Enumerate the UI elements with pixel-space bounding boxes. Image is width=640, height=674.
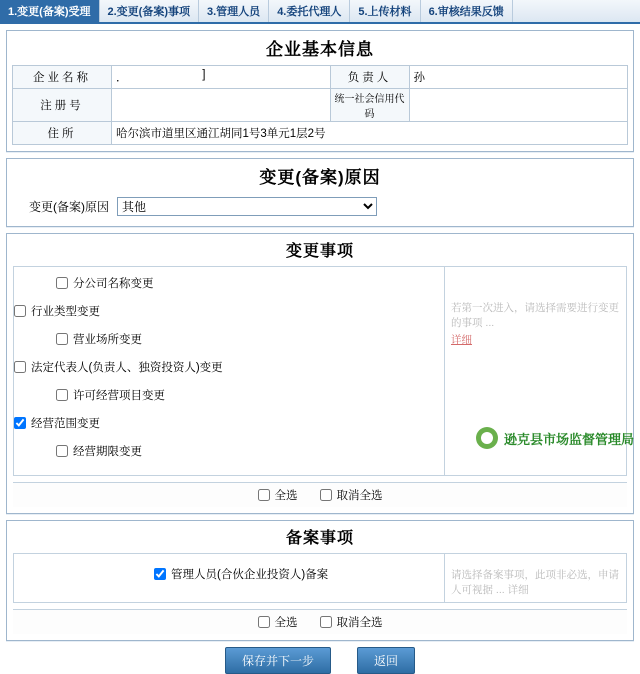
legal-person-value[interactable]: 孙 <box>409 66 628 89</box>
checkbox-label: 经营期限变更 <box>73 446 142 458</box>
checkbox-input[interactable] <box>56 277 68 289</box>
record-items-hint <box>444 554 626 602</box>
checkbox-select-all-change[interactable] <box>258 487 298 503</box>
reason-select[interactable] <box>117 197 377 216</box>
change-items-grid <box>14 275 444 471</box>
record-items-select-all-row <box>13 609 627 634</box>
tab-bar <box>0 0 640 24</box>
reason-label: 变更(备案)原因 <box>29 200 109 214</box>
checkbox-label: 营业场所变更 <box>73 334 142 346</box>
reg-number-label: 注册号 <box>13 89 112 122</box>
checkbox-input[interactable] <box>154 568 166 580</box>
save-next-button[interactable]: 保存并下一步 <box>225 647 331 674</box>
checkbox-label: 取消全选 <box>336 490 383 502</box>
legal-person-label: 负责人 <box>330 66 409 89</box>
watermark-text: 逊克县市场监督管理局 <box>503 431 634 447</box>
reason-title: 变更(备案)原因 <box>7 159 633 193</box>
table-row <box>13 122 628 145</box>
credit-code-label: 统一社会信用代码 <box>330 89 409 122</box>
change-items-list <box>14 267 444 475</box>
checkbox-label: 经营范围变更 <box>31 418 100 430</box>
checkbox-label: 分公司名称变更 <box>73 278 154 290</box>
basic-info-table <box>12 65 628 145</box>
change-items-select-all-row <box>13 482 627 507</box>
record-items-body <box>13 553 627 603</box>
checkbox-business-term-change[interactable] <box>14 443 236 459</box>
hint-text: 若第一次进入，请选择需要进行变更的事项 ... <box>451 302 619 330</box>
record-items-list <box>14 554 444 602</box>
checkbox-label: 取消全选 <box>336 617 383 630</box>
checkbox-input[interactable] <box>56 333 68 345</box>
reg-number-value[interactable] <box>112 89 331 122</box>
checkbox-select-all-record[interactable] <box>258 614 298 630</box>
address-label: 住所 <box>13 122 112 145</box>
footer-buttons <box>0 641 640 674</box>
checkbox-input[interactable] <box>258 616 270 628</box>
checkbox-legal-person-change[interactable] <box>14 359 264 375</box>
checkbox-licensed-project-change[interactable] <box>14 387 236 403</box>
checkbox-label: 全选 <box>274 490 298 502</box>
checkbox-industry-type-change[interactable] <box>14 303 264 319</box>
tab-managers[interactable]: 3.管理人员 <box>199 0 269 22</box>
checkbox-input[interactable] <box>258 489 270 501</box>
basic-info-title: 企业基本信息 <box>7 31 633 65</box>
hint-detail-link[interactable]: 详细 <box>507 584 529 597</box>
company-name-text: ． <box>116 72 128 84</box>
checkbox-input[interactable] <box>56 389 68 401</box>
checkbox-manager-record[interactable] <box>14 566 444 582</box>
checkbox-business-scope-change[interactable] <box>14 415 264 431</box>
checkbox-input[interactable] <box>320 489 332 501</box>
checkbox-business-place-change[interactable] <box>14 331 236 347</box>
checkbox-label: 管理人员(合伙企业投资人)备案 <box>171 569 329 581</box>
table-row <box>13 66 628 89</box>
back-button[interactable]: 返回 <box>357 647 415 674</box>
checkbox-input[interactable] <box>14 305 26 317</box>
checkbox-branch-name-change[interactable] <box>14 275 236 291</box>
company-name-label: 企业名称 <box>13 66 112 89</box>
record-items-panel <box>6 520 634 641</box>
tab-upload[interactable]: 5.上传材料 <box>350 0 420 22</box>
checkbox-label: 全选 <box>274 617 298 630</box>
watermark <box>476 427 634 449</box>
checkbox-input[interactable] <box>320 616 332 628</box>
checkbox-label: 法定代表人(负责人、独资投资人)变更 <box>31 362 223 374</box>
checkbox-input[interactable] <box>56 445 68 457</box>
credit-code-value[interactable] <box>409 89 628 122</box>
change-items-title: 变更事项 <box>7 234 633 266</box>
checkbox-unselect-all-change[interactable] <box>320 487 383 503</box>
reason-panel <box>6 158 634 227</box>
basic-info-panel <box>6 30 634 152</box>
change-items-panel <box>6 233 634 514</box>
checkbox-label: 行业类型变更 <box>31 306 100 318</box>
tab-result[interactable]: 6.审核结果反馈 <box>421 0 513 22</box>
table-row <box>13 89 628 122</box>
address-value[interactable]: 哈尔滨市道里区通江胡同1号3单元1层2号 <box>112 122 628 145</box>
reason-row <box>7 193 633 226</box>
company-name-value[interactable] <box>112 66 331 89</box>
checkbox-input[interactable] <box>14 361 26 373</box>
tab-change-items[interactable]: 2.变更(备案)事项 <box>100 0 200 22</box>
record-items-title: 备案事项 <box>7 521 633 553</box>
tab-agent[interactable]: 4.委托代理人 <box>269 0 350 22</box>
checkbox-input[interactable] <box>14 417 26 429</box>
hint-detail-link[interactable]: 详细 <box>451 334 472 347</box>
checkbox-unselect-all-record[interactable] <box>320 614 383 630</box>
hint-text: 请选择备案事项，此项非必选，申请人可视据 ... <box>451 569 619 597</box>
company-name-suffix: ] <box>202 69 206 81</box>
checkbox-label: 许可经营项目变更 <box>73 390 165 402</box>
organization-logo-icon <box>476 427 498 449</box>
tab-accept[interactable]: 1.变更(备案)受理 <box>0 0 100 22</box>
